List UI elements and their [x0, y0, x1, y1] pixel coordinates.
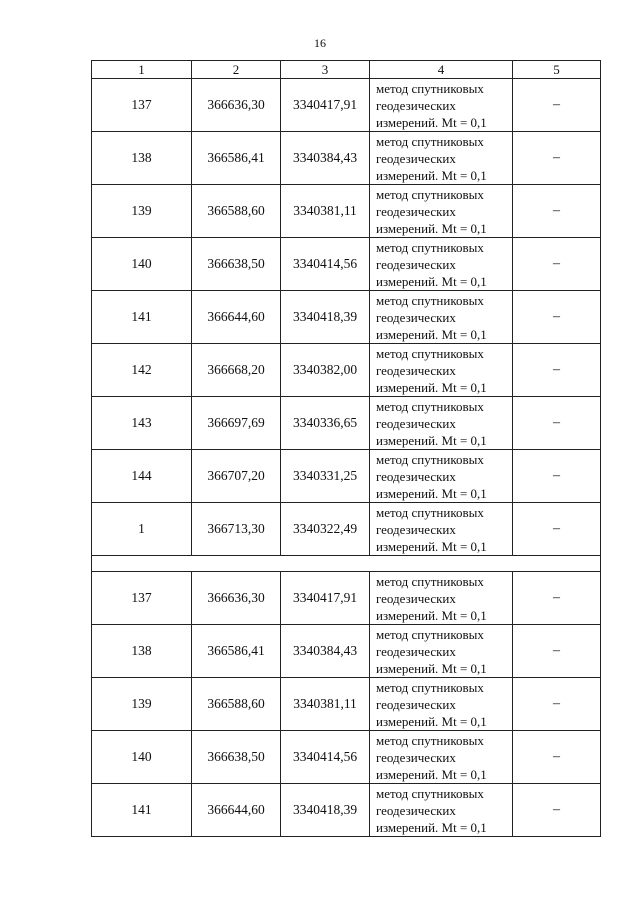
method-text-line3: измерений. Mt = 0,1	[376, 607, 487, 623]
coordinate-x-cell: 366588,60	[192, 678, 281, 731]
method-text-line1: метод спутниковых	[376, 133, 484, 149]
coordinate-y-cell: 3340414,56	[281, 731, 370, 784]
point-number-cell: 1	[92, 503, 192, 556]
coordinate-y-cell: 3340384,43	[281, 132, 370, 185]
accuracy-dash-cell: –	[513, 79, 601, 132]
header-col-4: 4	[370, 61, 513, 79]
method-cell	[370, 572, 513, 625]
coordinate-y-cell: 3340382,00	[281, 344, 370, 397]
accuracy-dash-cell: –	[513, 238, 601, 291]
accuracy-dash-cell: –	[513, 185, 601, 238]
point-number-cell: 141	[92, 291, 192, 344]
table-row	[92, 185, 601, 238]
table-row	[92, 238, 601, 291]
coordinate-x-cell: 366588,60	[192, 185, 281, 238]
method-text-line3: измерений. Mt = 0,1	[376, 538, 487, 554]
page-number: 16	[314, 36, 326, 50]
method-text-line2: геодезических	[376, 97, 456, 113]
accuracy-dash-cell: –	[513, 572, 601, 625]
method-cell	[370, 678, 513, 731]
method-text-line2: геодезических	[376, 150, 456, 166]
method-cell	[370, 185, 513, 238]
method-cell	[370, 79, 513, 132]
point-number-cell: 138	[92, 132, 192, 185]
method-text-line2: геодезических	[376, 749, 456, 765]
table-row	[92, 572, 601, 625]
point-number-cell: 137	[92, 572, 192, 625]
coordinate-x-cell: 366707,20	[192, 450, 281, 503]
coordinate-y-cell: 3340322,49	[281, 503, 370, 556]
method-cell	[370, 397, 513, 450]
coordinate-y-cell: 3340418,39	[281, 784, 370, 837]
method-text-line1: метод спутниковых	[376, 785, 484, 801]
point-number-cell: 140	[92, 238, 192, 291]
method-cell	[370, 731, 513, 784]
method-text-line2: геодезических	[376, 362, 456, 378]
accuracy-dash-cell: –	[513, 731, 601, 784]
table-row	[92, 79, 601, 132]
table-row	[92, 503, 601, 556]
accuracy-dash-cell: –	[513, 625, 601, 678]
method-text-line2: геодезических	[376, 468, 456, 484]
accuracy-dash-cell: –	[513, 132, 601, 185]
point-number-cell: 138	[92, 625, 192, 678]
point-number-cell: 137	[92, 79, 192, 132]
coordinate-y-cell: 3340384,43	[281, 625, 370, 678]
method-text-line2: геодезических	[376, 590, 456, 606]
method-text-line3: измерений. Mt = 0,1	[376, 485, 487, 501]
method-text-line2: геодезических	[376, 643, 456, 659]
table-header-row	[92, 61, 601, 79]
method-text-line3: измерений. Mt = 0,1	[376, 713, 487, 729]
method-text-line1: метод спутниковых	[376, 80, 484, 96]
method-text-line1: метод спутниковых	[376, 679, 484, 695]
method-text-line3: измерений. Mt = 0,1	[376, 766, 487, 782]
method-text-line2: геодезических	[376, 203, 456, 219]
method-text-line3: измерений. Mt = 0,1	[376, 432, 487, 448]
coordinate-y-cell: 3340414,56	[281, 238, 370, 291]
header-col-2: 2	[192, 61, 281, 79]
method-text-line3: измерений. Mt = 0,1	[376, 379, 487, 395]
method-text-line1: метод спутниковых	[376, 573, 484, 589]
coordinate-y-cell: 3340331,25	[281, 450, 370, 503]
method-text-line3: измерений. Mt = 0,1	[376, 819, 487, 835]
table-row	[92, 731, 601, 784]
header-col-1: 1	[92, 61, 192, 79]
method-cell	[370, 625, 513, 678]
coordinate-x-cell: 366586,41	[192, 625, 281, 678]
method-cell	[370, 784, 513, 837]
method-text-line1: метод спутниковых	[376, 398, 484, 414]
point-number-cell: 140	[92, 731, 192, 784]
method-text-line1: метод спутниковых	[376, 504, 484, 520]
method-text-line3: измерений. Mt = 0,1	[376, 273, 487, 289]
coordinate-x-cell: 366713,30	[192, 503, 281, 556]
method-text-line3: измерений. Mt = 0,1	[376, 167, 487, 183]
coordinate-x-cell: 366636,30	[192, 79, 281, 132]
accuracy-dash-cell: –	[513, 784, 601, 837]
table-body	[92, 79, 601, 837]
method-text-line3: измерений. Mt = 0,1	[376, 326, 487, 342]
table-row	[92, 291, 601, 344]
accuracy-dash-cell: –	[513, 678, 601, 731]
table-row	[92, 678, 601, 731]
coordinate-y-cell: 3340381,11	[281, 185, 370, 238]
accuracy-dash-cell: –	[513, 344, 601, 397]
coordinate-x-cell: 366638,50	[192, 731, 281, 784]
coordinate-x-cell: 366586,41	[192, 132, 281, 185]
coordinate-x-cell: 366668,20	[192, 344, 281, 397]
point-number-cell: 143	[92, 397, 192, 450]
accuracy-dash-cell: –	[513, 503, 601, 556]
method-cell	[370, 503, 513, 556]
method-cell	[370, 132, 513, 185]
method-text-line1: метод спутниковых	[376, 345, 484, 361]
table-row	[92, 450, 601, 503]
method-cell	[370, 291, 513, 344]
coordinate-y-cell: 3340417,91	[281, 79, 370, 132]
table-row	[92, 784, 601, 837]
method-cell	[370, 238, 513, 291]
coordinate-y-cell: 3340336,65	[281, 397, 370, 450]
method-text-line3: измерений. Mt = 0,1	[376, 114, 487, 130]
coordinate-y-cell: 3340381,11	[281, 678, 370, 731]
method-text-line2: геодезических	[376, 802, 456, 818]
point-number-cell: 142	[92, 344, 192, 397]
method-text-line1: метод спутниковых	[376, 626, 484, 642]
table-row	[92, 344, 601, 397]
method-text-line3: измерений. Mt = 0,1	[376, 660, 487, 676]
method-text-line3: измерений. Mt = 0,1	[376, 220, 487, 236]
coordinate-x-cell: 366644,60	[192, 784, 281, 837]
coordinate-x-cell: 366697,69	[192, 397, 281, 450]
method-text-line1: метод спутниковых	[376, 451, 484, 467]
method-cell	[370, 450, 513, 503]
point-number-cell: 141	[92, 784, 192, 837]
point-number-cell: 144	[92, 450, 192, 503]
accuracy-dash-cell: –	[513, 450, 601, 503]
method-text-line2: геодезических	[376, 696, 456, 712]
coordinate-x-cell: 366636,30	[192, 572, 281, 625]
method-text-line2: геодезических	[376, 309, 456, 325]
method-text-line2: геодезических	[376, 256, 456, 272]
method-text-line2: геодезических	[376, 521, 456, 537]
coordinate-y-cell: 3340418,39	[281, 291, 370, 344]
point-number-cell: 139	[92, 185, 192, 238]
coordinate-x-cell: 366644,60	[192, 291, 281, 344]
method-cell	[370, 344, 513, 397]
method-text-line2: геодезических	[376, 415, 456, 431]
header-col-5: 5	[513, 61, 601, 79]
coordinate-x-cell: 366638,50	[192, 238, 281, 291]
accuracy-dash-cell: –	[513, 291, 601, 344]
method-text-line1: метод спутниковых	[376, 732, 484, 748]
method-text-line1: метод спутниковых	[376, 292, 484, 308]
table-row	[92, 397, 601, 450]
table-row	[92, 132, 601, 185]
section-separator-cell	[92, 556, 601, 572]
method-text-line1: метод спутниковых	[376, 186, 484, 202]
coordinates-table	[91, 60, 601, 837]
point-number-cell: 139	[92, 678, 192, 731]
method-text-line1: метод спутниковых	[376, 239, 484, 255]
header-col-3: 3	[281, 61, 370, 79]
coordinate-y-cell: 3340417,91	[281, 572, 370, 625]
section-separator-row	[92, 556, 601, 572]
accuracy-dash-cell: –	[513, 397, 601, 450]
table-row	[92, 625, 601, 678]
